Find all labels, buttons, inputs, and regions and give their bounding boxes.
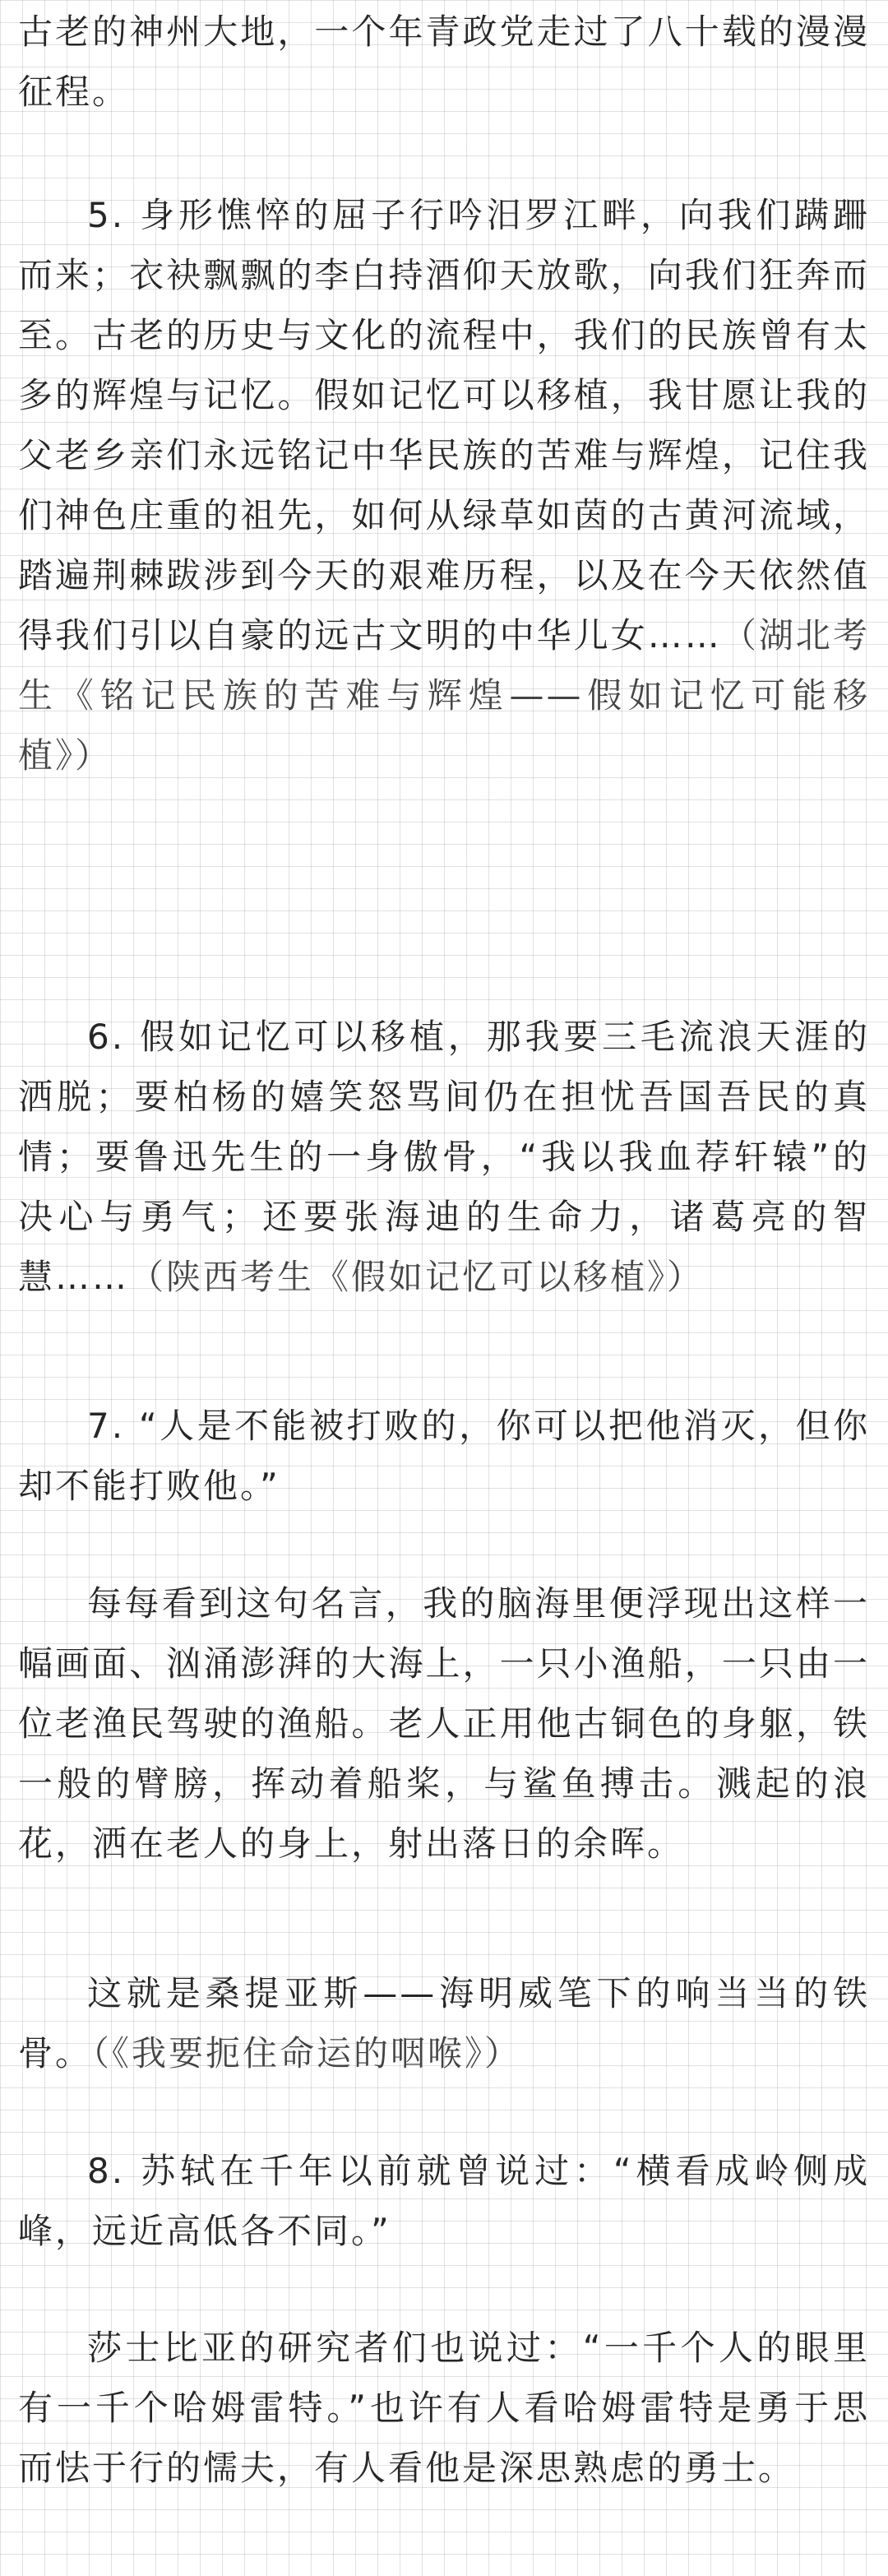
paragraph-text: 每每看到这句名言，我的脑海里便浮现出这样一幅画面、汹涌澎湃的大海上，一只小渔船，一只由一位老渔民驾驶的渔船。老人正用他古铜色的身躯，铁一般的臂膀，挥动着船桨，与鲨鱼搏击。溅起的浪花，洒在老人的身上，射出落日的余晖。 — [18, 1583, 870, 1864]
paragraph-item-7 — [18, 1396, 870, 1516]
paragraph-item-6 — [18, 1007, 870, 1307]
paragraph-text: 莎士比亚的研究者们也说过：“一千个人的眼里有一千个哈姆雷特。”也许有人看哈姆雷特是勇于思而怯于行的懦夫，有人看他是深思熟虑的勇士。 — [18, 2328, 870, 2488]
paragraph-body — [18, 1963, 870, 2083]
paragraph-item-5 — [18, 185, 870, 785]
paragraph-source: （《我要扼住命运的咽喉》） — [92, 2033, 522, 2073]
paragraph-text: 5. 身形憔悴的屈子行吟汨罗江畔，向我们蹒跚而来；衣袂飘飘的李白持酒仰天放歌，向我们狂奔而至。古老的历史与文化的流程中，我们的民族曾有太多的辉煌与记忆。假如记忆可以移植，我甘愿让我的父老乡亲们永远铭记中华民族的苦难与辉煌，记住我们神色庄重的祖先，如何从绿草如茵的古黄河流域，踏遍荆棘跋涉到今天的艰难历程，以及在今天依然值得我们引以自豪的远古文明的中华儿女…… — [18, 195, 870, 656]
paragraph-body — [18, 2318, 870, 2498]
paragraph-text: 7. “人是不能被打败的，你可以把他消灭，但你却不能打败他。” — [18, 1406, 870, 1506]
paragraph-continuation — [18, 2, 870, 122]
paragraph-source: （陕西考生《假如记忆可以移植》） — [129, 1257, 705, 1297]
paragraph-text: 8. 苏轼在千年以前就曾说过：“横看成岭侧成峰，远近高低各不同。” — [18, 2151, 870, 2251]
paragraph-text: 6. 假如记忆可以移植，那我要三毛流浪天涯的洒脱；要柏杨的嬉笑怒骂间仍在担忧吾国吾民的真情；要鲁迅先生的一身傲骨，“我以我血荐轩辕”的决心与勇气；还要张海迪的生命力，诸葛亮的智慧…… — [18, 1017, 870, 1297]
paragraph-item-8 — [18, 2141, 870, 2261]
paragraph-text: 这就是桑提亚斯——海明威笔下的响当当的铁骨。 — [18, 1973, 870, 2073]
paragraph-body — [18, 1573, 870, 1874]
paragraph-source: （湖北考生《铭记民族的苦难与辉煌——假如记忆可能移植》） — [18, 615, 870, 776]
paragraph-text: 古老的神州大地，一个年青政党走过了八十载的漫漫征程。 — [18, 12, 870, 112]
